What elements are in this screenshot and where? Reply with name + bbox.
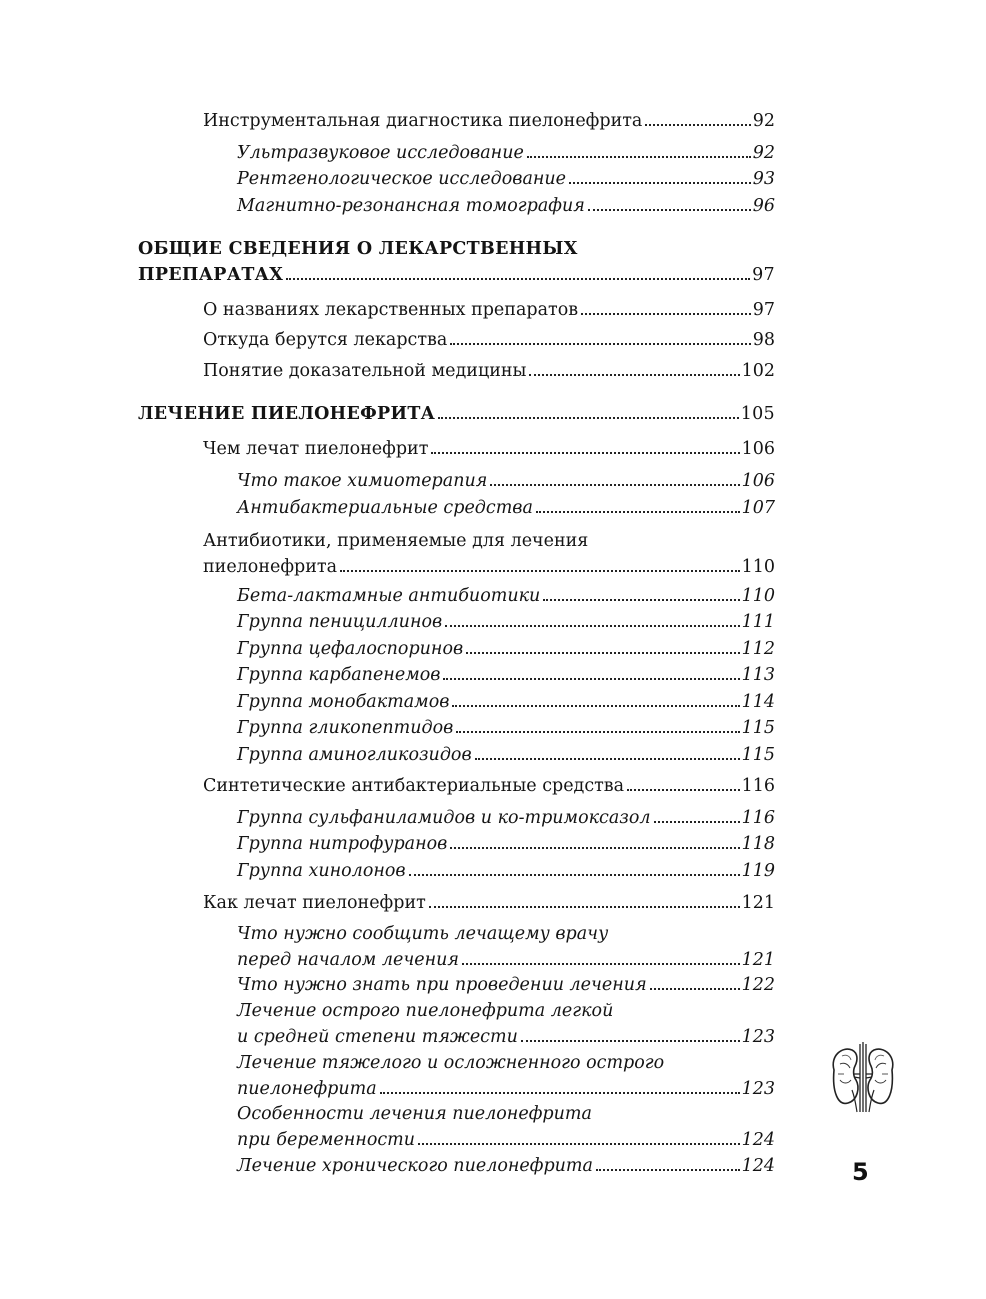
toc-title: при беременности — [237, 1130, 416, 1150]
leader-dots — [581, 313, 751, 315]
leader-dots — [462, 963, 740, 965]
toc-title: Группа аминогликозидов — [237, 745, 472, 765]
toc-title: пиелонефрита — [237, 1079, 377, 1099]
leader-dots — [650, 988, 740, 990]
toc-page: 123 — [741, 1079, 775, 1099]
toc-page: 106 — [741, 471, 775, 491]
leader-dots — [340, 570, 740, 572]
leader-dots — [529, 374, 739, 376]
leader-dots — [645, 124, 750, 126]
toc-page: 118 — [741, 834, 775, 854]
toc-title: перед началом лечения — [237, 950, 459, 970]
toc-title: ЛЕЧЕНИЕ ПИЕЛОНЕФРИТА — [138, 404, 436, 424]
toc-entry[interactable] — [237, 1101, 775, 1153]
toc-title: ПРЕПАРАТАХ — [138, 265, 284, 285]
leader-dots — [452, 705, 739, 707]
toc-page: 97 — [752, 300, 775, 320]
toc-page: 119 — [741, 861, 775, 881]
toc-title: Группа пенициллинов — [237, 612, 443, 632]
toc-title: Группа хинолонов — [237, 861, 406, 881]
toc-title-line1: Лечение острого пиелонефрита легкой — [237, 1001, 614, 1021]
toc-entry[interactable] — [203, 108, 775, 134]
kidneys-illustration-icon — [828, 1040, 898, 1114]
leader-dots — [536, 511, 740, 513]
toc-entry[interactable] — [237, 583, 775, 609]
toc-title: О названиях лекарственных препаратов — [203, 300, 579, 320]
toc-entry[interactable] — [237, 972, 775, 998]
toc-page: 124 — [741, 1156, 775, 1176]
toc-title: Что нужно знать при проведении лечения — [237, 975, 647, 995]
leader-dots — [380, 1092, 740, 1094]
toc-title: Группа гликопептидов — [237, 718, 454, 738]
toc-page: 114 — [741, 692, 775, 712]
toc-entry[interactable] — [203, 773, 775, 799]
toc-title: Бета-лактамные антибиотики — [237, 586, 541, 606]
toc-entry[interactable] — [237, 742, 775, 768]
toc-title: Группа сульфаниламидов и ко-тримоксазол — [237, 808, 651, 828]
toc-entry[interactable] — [237, 921, 775, 973]
toc-entry[interactable] — [237, 689, 775, 715]
toc-page: 110 — [741, 557, 775, 577]
toc-page: 102 — [741, 361, 775, 381]
leader-dots — [569, 182, 751, 184]
leader-dots — [527, 156, 751, 158]
toc-page: 92 — [752, 111, 775, 131]
toc-entry[interactable] — [237, 1050, 775, 1102]
toc-page: 115 — [741, 745, 775, 765]
toc-title: Магнитно-резонансная томография — [237, 196, 585, 216]
toc-page: 92 — [752, 143, 775, 163]
toc-title: Синтетические антибактериальные средства — [203, 776, 625, 796]
leader-dots — [466, 652, 739, 654]
leader-dots — [443, 678, 739, 680]
leader-dots — [654, 821, 740, 823]
toc-entry[interactable] — [237, 715, 775, 741]
toc-page: 110 — [741, 586, 775, 606]
toc-page: 116 — [741, 776, 775, 796]
leader-dots — [456, 731, 739, 733]
toc-title-line1: Особенности лечения пиелонефрита — [237, 1104, 592, 1124]
toc-entry[interactable] — [237, 140, 775, 166]
toc-page: 121 — [741, 950, 775, 970]
leader-dots — [445, 625, 739, 627]
toc-entry[interactable] — [237, 1153, 775, 1179]
toc-entry[interactable] — [237, 662, 775, 688]
toc-page: 121 — [741, 893, 775, 913]
toc-title: Ультразвуковое исследование — [237, 143, 524, 163]
toc-title: Инструментальная диагностика пиелонефрита — [203, 111, 643, 131]
toc-page: 107 — [741, 498, 775, 518]
toc-page: 122 — [741, 975, 775, 995]
leader-dots — [438, 417, 738, 419]
toc-entry[interactable] — [237, 166, 775, 192]
toc-page: 105 — [740, 404, 775, 424]
toc-title-line1: ОБЩИЕ СВЕДЕНИЯ О ЛЕКАРСТВЕННЫХ — [138, 239, 578, 259]
toc-page: 98 — [752, 330, 775, 350]
toc-page: 124 — [741, 1130, 775, 1150]
toc-entry[interactable] — [237, 858, 775, 884]
toc-page: 112 — [741, 639, 775, 659]
toc-title: Чем лечат пиелонефрит — [203, 439, 429, 459]
toc-entry[interactable] — [203, 297, 775, 323]
toc-page: 113 — [741, 665, 775, 685]
toc-page: 123 — [741, 1027, 775, 1047]
leader-dots — [429, 906, 740, 908]
toc-title-line1: Антибиотики, применяемые для лечения — [203, 531, 589, 551]
toc-page: 96 — [752, 196, 775, 216]
leader-dots — [475, 758, 740, 760]
toc-entry[interactable] — [237, 831, 775, 857]
toc-entry[interactable] — [237, 636, 775, 662]
toc-entry[interactable] — [203, 436, 775, 462]
page-number: 5 — [852, 1158, 869, 1186]
toc-page: 93 — [752, 169, 775, 189]
leader-dots — [286, 278, 750, 280]
leader-dots — [596, 1169, 740, 1171]
toc-title: Группа монобактамов — [237, 692, 450, 712]
toc-entry[interactable] — [237, 495, 775, 521]
toc-title: Группа цефалоспоринов — [237, 639, 464, 659]
toc-title-line1: Что нужно сообщить лечащему врачу — [237, 924, 609, 944]
toc-entry[interactable] — [237, 998, 775, 1050]
toc-title: пиелонефрита — [203, 557, 338, 577]
toc-title: Понятие доказательной медицины — [203, 361, 527, 381]
leader-dots — [409, 874, 740, 876]
toc-entry[interactable] — [237, 805, 775, 831]
leader-dots — [627, 789, 740, 791]
toc-entry[interactable] — [203, 358, 775, 384]
toc-entry[interactable] — [237, 468, 775, 494]
leader-dots — [521, 1040, 740, 1042]
toc-title: Как лечат пиелонефрит — [203, 893, 426, 913]
toc-entry[interactable] — [237, 193, 775, 219]
toc-title: Антибактериальные средства — [237, 498, 533, 518]
toc-entry[interactable] — [237, 609, 775, 635]
toc-section[interactable] — [138, 401, 775, 427]
leader-dots — [450, 343, 750, 345]
toc-title: Группа карбапенемов — [237, 665, 441, 685]
toc-page: 111 — [741, 612, 775, 632]
toc-entry[interactable] — [203, 327, 775, 353]
toc-title-line1: Лечение тяжелого и осложненного острого — [237, 1053, 665, 1073]
toc-title: Откуда берутся лекарства — [203, 330, 448, 350]
leader-dots — [543, 599, 739, 601]
toc-title: Что такое химиотерапия — [237, 471, 488, 491]
leader-dots — [490, 484, 739, 486]
toc-entry[interactable] — [203, 528, 775, 580]
toc-page: 115 — [741, 718, 775, 738]
leader-dots — [431, 452, 739, 454]
toc-page: 97 — [752, 265, 775, 285]
toc-entry[interactable] — [203, 890, 775, 916]
toc-page: 116 — [741, 808, 775, 828]
toc-title: и средней степени тяжести — [237, 1027, 518, 1047]
leader-dots — [418, 1143, 740, 1145]
toc-title: Рентгенологическое исследование — [237, 169, 567, 189]
toc-title: Группа нитрофуранов — [237, 834, 448, 854]
toc-page: 106 — [741, 439, 775, 459]
toc-title: Лечение хронического пиелонефрита — [237, 1156, 593, 1176]
leader-dots — [588, 209, 751, 211]
toc-section[interactable] — [138, 236, 775, 288]
leader-dots — [450, 847, 739, 849]
